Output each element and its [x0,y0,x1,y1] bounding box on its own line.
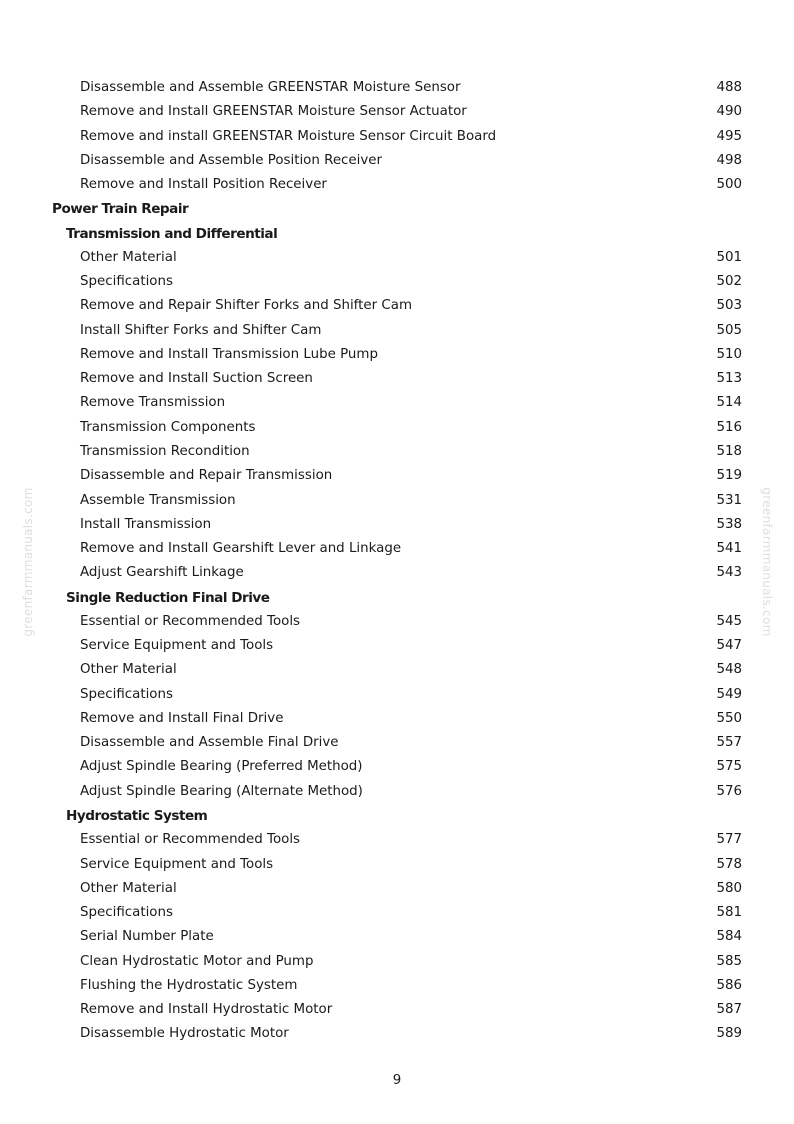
toc-entry-page-number: 541 [716,541,742,557]
toc-entry-page-number: 580 [716,880,742,896]
toc-entry-title: Disassemble Hydrostatic Motor [80,1026,289,1042]
toc-entry-title: Hydrostatic System [66,807,208,824]
toc-entry-page-number: 577 [716,832,742,848]
toc-entry-page-number: 538 [716,516,742,532]
toc-entry-title: Specifications [80,905,173,921]
toc-entry[interactable] [0,974,794,998]
toc-entry[interactable] [0,707,794,731]
toc-entry-title: Adjust Gearshift Linkage [80,565,244,581]
toc-entry[interactable] [0,901,794,925]
watermark-right: greenfarmmanuals.com [760,487,774,637]
toc-entry-page-number: 549 [716,686,742,702]
toc-entry-page-number: 501 [716,249,742,265]
toc-entry-page-number: 557 [716,735,742,751]
toc-entry-title: Clean Hydrostatic Motor and Pump [80,953,314,969]
toc-entry-title: Service Equipment and Tools [80,638,274,654]
toc-entry[interactable] [0,658,794,682]
toc-entry-title: Disassemble and Repair Transmission [80,468,333,484]
toc-entry-page-number: 518 [716,443,742,459]
page-number: 9 [392,1073,402,1088]
toc-entry-page-number: 514 [716,395,742,411]
toc-entry[interactable] [0,513,794,537]
toc-entry-title: Remove and Install Hydrostatic Motor [80,1002,333,1018]
toc-entry-page-number: 575 [716,759,742,775]
toc-entry-page-number: 488 [716,80,742,95]
toc-entry-title: Other Material [80,880,177,896]
toc-subsection-heading[interactable] [0,222,794,246]
toc-entry-page-number: 584 [716,929,742,945]
toc-entry[interactable] [0,610,794,634]
toc-entry-title: Transmission and Differential [66,225,278,242]
toc-entry-page-number: 578 [716,856,742,872]
toc-subsection-heading[interactable] [0,804,794,828]
toc-entry-page-number: 545 [716,613,742,629]
toc-entry[interactable] [0,561,794,585]
toc-entry-title: Assemble Transmission [80,492,236,508]
toc-entry[interactable] [0,755,794,779]
toc-entry-title: Remove Transmission [80,395,226,411]
toc-entry-page-number: 547 [716,638,742,654]
toc-entry-title: Serial Number Plate [80,929,214,945]
toc-entry-page-number: 505 [716,322,742,338]
toc-entry-page-number: 516 [716,419,742,435]
toc-entry-title: Remove and Install Position Receiver [80,177,327,193]
toc-entry-page-number: 576 [716,783,742,799]
toc-entry[interactable] [0,780,794,804]
toc-subsection-heading[interactable] [0,586,794,610]
toc-entry-title: Service Equipment and Tools [80,856,274,872]
toc-entry[interactable] [0,925,794,949]
toc-entry[interactable] [0,1022,794,1046]
toc-entry-page-number: 510 [716,346,742,362]
toc-entry-title: Install Transmission [80,516,212,532]
toc-entry-title: Transmission Components [80,419,256,435]
toc-entry-page-number: 543 [716,565,742,581]
toc-entry-title: Essential or Recommended Tools [80,613,301,629]
toc-entry[interactable] [0,537,794,561]
toc-entry[interactable] [0,149,794,173]
toc-entry-page-number: 495 [716,128,742,144]
toc-entry-title: Disassemble and Assemble GREENSTAR Moisture Sensor [80,80,461,95]
toc-entry-page-number: 502 [716,274,742,290]
toc-entry[interactable] [0,294,794,318]
toc-entry-title: Flushing the Hydrostatic System [80,977,298,993]
toc-entry-title: Transmission Recondition [80,443,250,459]
toc-entry-page-number: 498 [716,152,742,168]
toc-entry-title: Specifications [80,686,173,702]
toc-entry-title: Remove and Install GREENSTAR Moisture Sensor Actuator [80,104,467,120]
toc-entry-title: Other Material [80,662,177,678]
toc-entry-title: Disassemble and Assemble Final Drive [80,735,339,751]
toc-entry[interactable] [0,877,794,901]
toc-entry-title: Install Shifter Forks and Shifter Cam [80,322,322,338]
toc-entry-page-number: 581 [716,905,742,921]
watermark-left: greenfarmmanuals.com [21,487,35,637]
toc-entry-title: Other Material [80,249,177,265]
toc-entry-page-number: 589 [716,1026,742,1042]
toc-entry[interactable] [0,828,794,852]
toc-entry[interactable] [0,125,794,149]
toc-entry-title: Power Train Repair [52,201,189,218]
toc-entry-title: Disassemble and Assemble Position Receiver [80,152,383,168]
toc-entry-title: Adjust Spindle Bearing (Alternate Method) [80,783,363,799]
toc-entry[interactable] [0,173,794,197]
toc-entry[interactable] [0,100,794,124]
toc-entry[interactable] [0,853,794,877]
toc-entry-page-number: 585 [716,953,742,969]
toc-entry[interactable] [0,76,794,100]
toc-entry-page-number: 548 [716,662,742,678]
toc-entry[interactable] [0,683,794,707]
toc-entry-title: Remove and install GREENSTAR Moisture Sensor Circuit Board [80,128,497,144]
toc-entry-page-number: 586 [716,977,742,993]
toc-entry-page-number: 519 [716,468,742,484]
toc-entry[interactable] [0,634,794,658]
toc-entry[interactable] [0,319,794,343]
toc-entry-title: Single Reduction Final Drive [66,589,270,606]
toc-entry-title: Remove and Install Gearshift Lever and Linkage [80,541,402,557]
toc-entry-title: Remove and Install Suction Screen [80,371,313,387]
toc-entry[interactable] [0,998,794,1022]
toc-entry-page-number: 503 [716,298,742,314]
toc-entry[interactable] [0,731,794,755]
toc-entry[interactable] [0,440,794,464]
toc-section-heading[interactable] [0,197,794,221]
toc-entry[interactable] [0,416,794,440]
toc-entry[interactable] [0,367,794,391]
toc-entry[interactable] [0,270,794,294]
toc-entry-page-number: 531 [716,492,742,508]
toc-entry-title: Specifications [80,274,173,290]
toc-entry-page-number: 513 [716,371,742,387]
toc-entry-title: Remove and Install Transmission Lube Pump [80,346,378,362]
toc-entry-page-number: 500 [716,177,742,193]
toc-entry[interactable] [0,489,794,513]
toc-entry-page-number: 490 [716,104,742,120]
table-of-contents [0,76,794,1047]
toc-entry-title: Remove and Repair Shifter Forks and Shifter Cam [80,298,413,314]
toc-entry-title: Remove and Install Final Drive [80,710,284,726]
toc-entry[interactable] [0,246,794,270]
toc-entry-title: Adjust Spindle Bearing (Preferred Method) [80,759,363,775]
toc-entry[interactable] [0,391,794,415]
toc-entry-page-number: 550 [716,710,742,726]
toc-entry[interactable] [0,464,794,488]
toc-entry[interactable] [0,950,794,974]
toc-entry-title: Essential or Recommended Tools [80,832,301,848]
toc-entry[interactable] [0,343,794,367]
toc-entry-page-number: 587 [716,1002,742,1018]
